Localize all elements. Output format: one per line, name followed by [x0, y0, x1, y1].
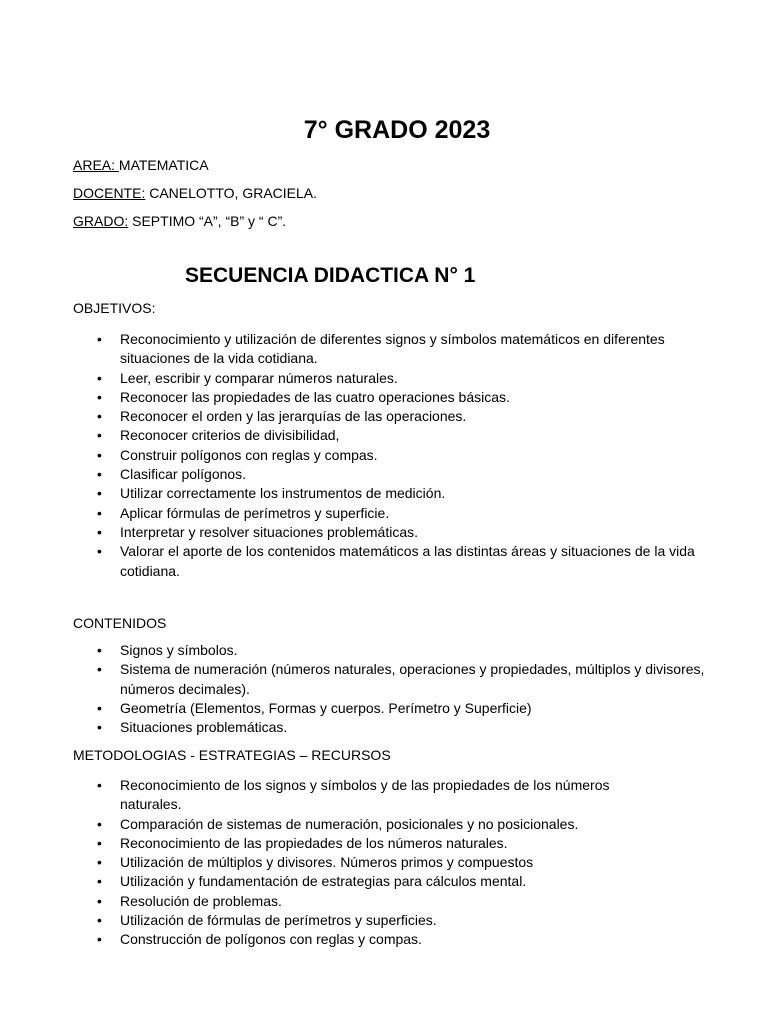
- bullet-icon: •: [97, 504, 102, 521]
- list-item-text: Reconocimiento y utilización de diferentes signos y símbolos matemáticos en diferentes situaciones de la vida cotidiana.: [120, 331, 665, 367]
- list-item-text: Clasificar polígonos.: [120, 466, 247, 483]
- list-item-text: Utilizar correctamente los instrumentos de medición.: [120, 485, 446, 502]
- list-item: [73, 892, 673, 911]
- list-item-text: Reconocimiento de las propiedades de los números naturales.: [120, 834, 508, 851]
- bullet-icon: •: [97, 427, 102, 444]
- list-item-text: Aplicar fórmulas de perímetros y superficie.: [120, 504, 390, 521]
- list-item: [73, 872, 673, 891]
- list-item-text: Valorar el aporte de los contenidos matemáticos a las distintas áreas y situaciones de la vida cotidiana.: [120, 543, 695, 579]
- list-item-text: Comparación de sistemas de numeración, posicionales y no posicionales.: [120, 815, 579, 832]
- bullet-icon: •: [97, 543, 102, 560]
- bullet-icon: •: [97, 661, 102, 678]
- list-item-text: Leer, escribir y comparar números naturales.: [120, 369, 398, 386]
- list-item: [73, 484, 703, 503]
- bullet-icon: •: [97, 369, 102, 386]
- bullet-icon: •: [97, 892, 102, 909]
- bullet-icon: •: [97, 777, 102, 793]
- contenidos-list: [73, 641, 713, 737]
- bullet-icon: •: [97, 446, 102, 463]
- list-item-text: Reconocer criterios de divisibilidad,: [120, 427, 340, 444]
- bullet-icon: •: [97, 815, 102, 832]
- list-item-text: Resolución de problemas.: [120, 892, 282, 909]
- objetivos-heading: OBJETIVOS:: [73, 300, 156, 316]
- list-item: [73, 699, 713, 718]
- document-title: 7° GRADO 2023: [303, 116, 491, 144]
- list-item-text: Geometría (Elementos, Formas y cuerpos. Perímetro y Superficie): [120, 699, 532, 716]
- list-item: [73, 641, 713, 660]
- list-item-text: Sistema de numeración (números naturales, operaciones y propiedades, múltiplos y divisores, números decimales).: [120, 661, 705, 697]
- metodologias-heading: METODOLOGIAS - ESTRATEGIAS – RECURSOS: [73, 747, 391, 763]
- list-item-text: Construcción de polígonos con reglas y compas.: [120, 931, 422, 948]
- list-item-text: Signos y símbolos.: [120, 642, 238, 658]
- list-item-text: Interpretar y resolver situaciones problemáticas.: [120, 523, 419, 540]
- metodologias-list: [73, 776, 673, 950]
- sequence-title: SECUENCIA DIDACTICA N° 1: [185, 264, 476, 287]
- grado-value: SEPTIMO “A”, “B” y “ C”.: [128, 213, 287, 229]
- bullet-icon: •: [97, 854, 102, 871]
- list-item-text: Utilización de fórmulas de perímetros y superficies.: [120, 912, 437, 929]
- bullet-icon: •: [97, 912, 102, 929]
- docente-label: DOCENTE:: [73, 185, 146, 201]
- bullet-icon: •: [97, 466, 102, 483]
- list-item: [73, 465, 703, 484]
- list-item: [73, 718, 713, 737]
- list-item: [73, 446, 703, 465]
- bullet-icon: •: [97, 523, 102, 540]
- list-item: [73, 523, 703, 542]
- area-line: [73, 156, 209, 174]
- list-item: [73, 330, 703, 369]
- bullet-icon: •: [97, 834, 102, 851]
- list-item-text: Reconocimiento de los signos y símbolos y de las propiedades de los números naturales.: [120, 777, 610, 813]
- list-item: [73, 930, 673, 949]
- area-label: AREA:: [73, 157, 119, 173]
- bullet-icon: •: [97, 699, 102, 716]
- list-item: [73, 388, 703, 407]
- bullet-icon: •: [97, 408, 102, 425]
- bullet-icon: •: [97, 388, 102, 405]
- grado-line: [73, 212, 286, 230]
- list-item: [73, 426, 703, 445]
- list-item: [73, 853, 673, 872]
- list-item: [73, 834, 673, 853]
- list-item-text: Construir polígonos con reglas y compas.: [120, 446, 378, 463]
- bullet-icon: •: [97, 485, 102, 502]
- bullet-icon: •: [97, 331, 102, 347]
- bullet-icon: •: [97, 642, 102, 658]
- list-item: [73, 542, 703, 581]
- contenidos-heading: CONTENIDOS: [73, 615, 167, 631]
- area-value: MATEMATICA: [118, 157, 209, 173]
- list-item: [73, 369, 703, 388]
- list-item: [73, 660, 713, 699]
- list-item: [73, 911, 673, 930]
- list-item: [73, 815, 673, 834]
- list-item-text: Reconocer las propiedades de las cuatro operaciones básicas.: [120, 388, 510, 405]
- docente-line: [73, 184, 317, 202]
- docente-value: CANELOTTO, GRACIELA.: [145, 185, 318, 201]
- objetivos-list: [73, 330, 703, 581]
- grado-label: GRADO:: [73, 213, 129, 229]
- bullet-icon: •: [97, 873, 102, 890]
- list-item: [73, 504, 703, 523]
- list-item: [73, 407, 703, 426]
- list-item-text: Reconocer el orden y las jerarquías de las operaciones.: [120, 408, 467, 425]
- list-item: [73, 776, 673, 815]
- list-item-text: Utilización y fundamentación de estrategias para cálculos mental.: [120, 873, 527, 890]
- list-item-text: Situaciones problemáticas.: [120, 719, 288, 736]
- bullet-icon: •: [97, 719, 102, 736]
- list-item-text: Utilización de múltiplos y divisores. Números primos y compuestos: [120, 854, 534, 871]
- bullet-icon: •: [97, 931, 102, 948]
